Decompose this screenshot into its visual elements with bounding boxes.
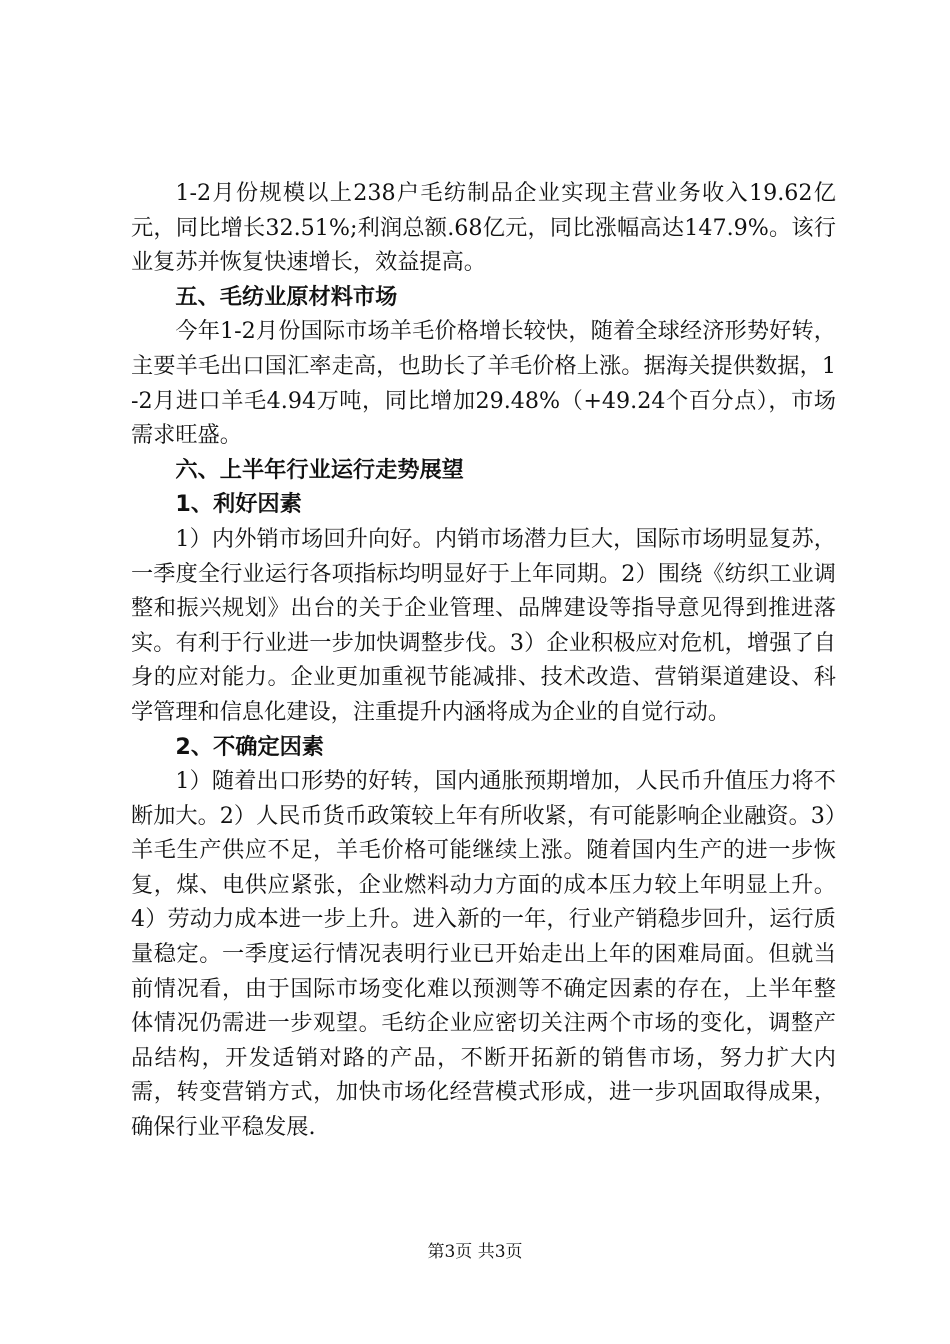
document-body xyxy=(131,176,836,1145)
paragraph-uncertain-factors: 1）随着出口形势的好转，国内通胀预期增加，人民币升值压力将不断加大。2）人民币货币政策较上年有所收紧，有可能影响企业融资。3）羊毛生产供应不足，羊毛价格可能继续上涨。随着国内生产的进一步恢复，煤、电供应紧张，企业燃料动力方面的成本压力较上年明显上升。4）劳动力成本进一步上升。进入新的一年，行业产销稳步回升，运行质量稳定。一季度运行情况表明行业已开始走出上年的困难局面。但就当前情况看，由于国际市场变化难以预测等不确定因素的存在，上半年整体情况仍需进一步观望。毛纺企业应密切关注两个市场的变化，调整产品结构，开发适销对路的产品，不断开拓新的销售市场，努力扩大内需，转变营销方式，加快市场化经营模式形成，进一步巩固取得成果，确保行业平稳发展. xyxy=(131,768,836,1141)
section-heading-outlook: 六、上半年行业运行走势展望 xyxy=(175,456,464,483)
paragraph-favorable-factors: 1）内外销市场回升向好。内销市场潜力巨大，国际市场明显复苏，一季度全行业运行各项指标均明显好于上年同期。2）围绕《纺织工业调整和振兴规划》出台的关于企业管理、品牌建设等指导意见得到推进落实。有利于行业进一步加快调整步伐。3）企业积极应对危机，增强了自身的应对能力。企业更加重视节能减排、技术改造、营销渠道建设、科学管理和信息化建设，注重提升内涵将成为企业的自觉行动。 xyxy=(131,525,836,725)
subheading-uncertain-factors: 2、不确定因素 xyxy=(175,733,324,760)
section-heading-raw-material-market: 五、毛纺业原材料市场 xyxy=(175,283,398,310)
subheading-favorable-factors: 1、利好因素 xyxy=(175,491,302,518)
paragraph-revenue-summary: 1-2月份规模以上238户毛纺制品企业实现主营业务收入19.62亿元，同比增长32.51%;利润总额.68亿元，同比涨幅高达147.9%。该行业复苏并恢复快速增长，效益提高。 xyxy=(131,180,836,276)
page-footer: 第3页 共3页 xyxy=(427,1242,523,1262)
paragraph-wool-market: 今年1-2月份国际市场羊毛价格增长较快，随着全球经济形势好转，主要羊毛出口国汇率走高，也助长了羊毛价格上涨。据海关提供数据，1-2月进口羊毛4.94万吨，同比增加29.48%（+49.24个百分点），市场需求旺盛。 xyxy=(131,318,836,449)
